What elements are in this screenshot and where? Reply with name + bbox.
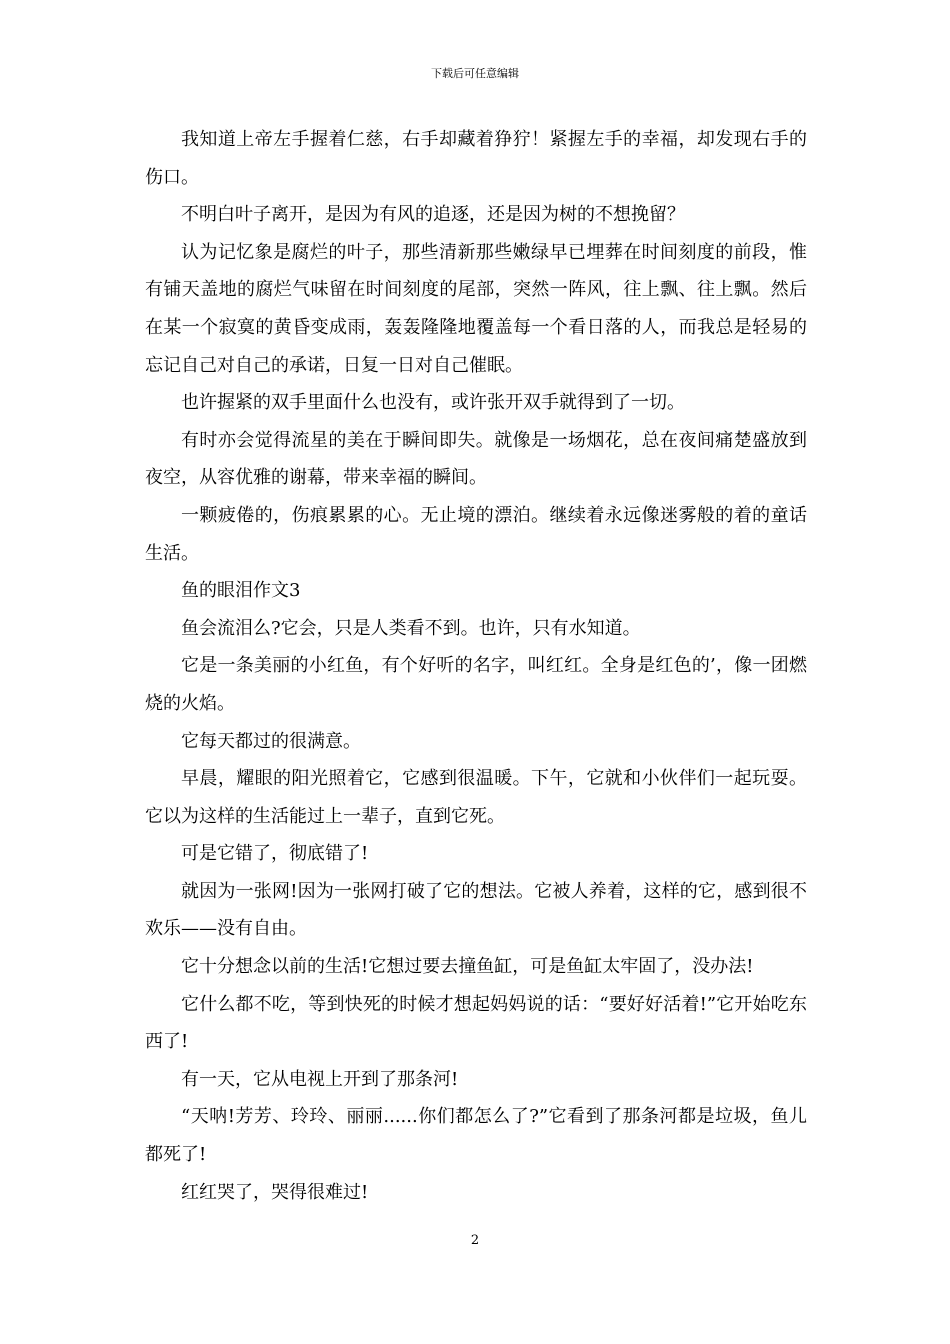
paragraph: 它什么都不吃，等到快死的时候才想起妈妈说的话：“要好好活着!”它开始吃东西了! — [145, 993, 807, 1053]
page-header: 下载后可任意编辑 — [431, 67, 519, 80]
paragraph: 红红哭了，哭得很难过! — [181, 1181, 369, 1203]
paragraph: 有一天，它从电视上开到了那条河! — [181, 1068, 459, 1090]
paragraph: 不明白叶子离开，是因为有风的追逐，还是因为树的不想挽留？ — [181, 204, 685, 226]
paragraph: 就因为一张网!因为一张网打破了它的想法。它被人养着，这样的它，感到很不欢乐——没有自由。 — [145, 880, 807, 940]
paragraph: 鱼会流泪么?它会，只是人类看不到。也许，只有水知道。 — [181, 617, 641, 639]
paragraph: 我知道上帝左手握着仁慈，右手却藏着狰狞！紧握左手的幸福，却发现右手的伤口。 — [145, 129, 807, 188]
document-body — [145, 121, 807, 1211]
paragraph: “天呐!芳芳、玲玲、丽丽......你们都怎么了?”它看到了那条河都是垃圾，鱼儿都死了! — [145, 1106, 807, 1166]
paragraph: 它是一条美丽的小红鱼，有个好听的名字，叫红红。全身是红色的’，像一团燃烧的火焰。 — [145, 655, 807, 714]
paragraph: 它每天都过的很满意。 — [181, 730, 361, 752]
paragraph: 有时亦会觉得流星的美在于瞬间即失。就像是一场烟花，总在夜间痛楚盛放到夜空，从容优雅的谢幕，带来幸福的瞬间。 — [145, 429, 807, 489]
paragraph: 认为记忆象是腐烂的叶子，那些清新那些嫩绿早已埋葬在时间刻度的前段，惟有铺天盖地的腐烂气味留在时间刻度的尾部，突然一阵风，往上飘、往上飘。然后在某一个寂寞的黄昏变成雨，轰轰隆隆地覆盖每一个看日落的人，而我总是轻易的忘记自己对自己的承诺，日复一日对自己催眠。 — [145, 241, 807, 376]
paragraph: 可是它错了，彻底错了! — [181, 843, 369, 865]
paragraph: 一颗疲倦的，伤痕累累的心。无止境的漂泊。继续着永远像迷雾般的着的童话生活。 — [145, 504, 807, 564]
paragraph: 早晨，耀眼的阳光照着它，它感到很温暖。下午，它就和小伙伴们一起玩耍。它以为这样的生活能过上一辈子，直到它死。 — [145, 768, 807, 827]
paragraph: 也许握紧的双手里面什么也没有，或许张开双手就得到了一切。 — [181, 392, 685, 414]
section-title: 鱼的眼泪作文3 — [181, 580, 301, 602]
paragraph: 它十分想念以前的生活!它想过要去撞鱼缸，可是鱼缸太牢固了，没办法! — [181, 956, 754, 978]
page-number: 2 — [470, 1233, 480, 1248]
